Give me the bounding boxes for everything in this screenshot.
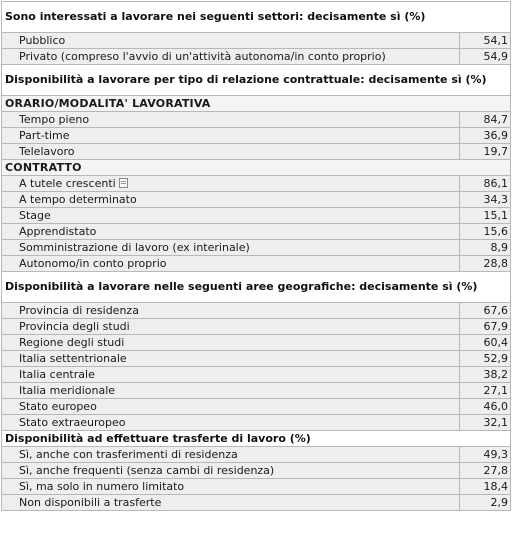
row-label: Apprendistato: [2, 224, 460, 240]
row-label: Provincia di residenza: [2, 303, 460, 319]
row-label: Stage: [2, 208, 460, 224]
note-icon[interactable]: [119, 178, 128, 188]
table-row: [2, 33, 511, 49]
row-label: Italia settentrionale: [2, 351, 460, 367]
row-value: 2,9: [460, 495, 511, 511]
section-header: [2, 272, 511, 303]
row-label: Provincia degli studi: [2, 319, 460, 335]
table-row: [2, 224, 511, 240]
table-row: [2, 256, 511, 272]
row-value: 27,8: [460, 463, 511, 479]
table-row: [2, 447, 511, 463]
table-row: [2, 415, 511, 431]
table-row: [2, 192, 511, 208]
row-value: 15,1: [460, 208, 511, 224]
row-value: 8,9: [460, 240, 511, 256]
survey-table: [1, 1, 511, 511]
table-row: [2, 240, 511, 256]
row-value: 46,0: [460, 399, 511, 415]
row-label: Autonomo/in conto proprio: [2, 256, 460, 272]
row-value: 67,6: [460, 303, 511, 319]
table-row: [2, 399, 511, 415]
row-value: 19,7: [460, 144, 511, 160]
section-header: [2, 431, 511, 447]
table-row: [2, 303, 511, 319]
row-label: Privato (compreso l'avvio di un'attività autonoma/in conto proprio): [2, 49, 460, 65]
table-row: [2, 176, 511, 192]
row-value: 60,4: [460, 335, 511, 351]
table-row: [2, 335, 511, 351]
section-title: Sono interessati a lavorare nei seguenti settori: decisamente sì (%): [2, 2, 511, 33]
row-label: Somministrazione di lavoro (ex interinale): [2, 240, 460, 256]
table-row: [2, 479, 511, 495]
row-label: Stato europeo: [2, 399, 460, 415]
row-value: 84,7: [460, 112, 511, 128]
row-label: Sì, ma solo in numero limitato: [2, 479, 460, 495]
table-row: [2, 49, 511, 65]
section-title: Disponibilità a lavorare nelle seguenti aree geografiche: decisamente sì (%): [2, 272, 511, 303]
section-title: Disponibilità ad effettuare trasferte di lavoro (%): [2, 431, 511, 447]
row-value: 86,1: [460, 176, 511, 192]
row-label: Stato extraeuropeo: [2, 415, 460, 431]
row-label: Non disponibili a trasferte: [2, 495, 460, 511]
row-value: 49,3: [460, 447, 511, 463]
row-label: A tempo determinato: [2, 192, 460, 208]
table-row: [2, 495, 511, 511]
section-title: Disponibilità a lavorare per tipo di relazione contrattuale: decisamente sì (%): [2, 65, 511, 96]
row-label: Tempo pieno: [2, 112, 460, 128]
row-label: Italia centrale: [2, 367, 460, 383]
table-row: [2, 144, 511, 160]
row-value: 15,6: [460, 224, 511, 240]
row-value: 34,3: [460, 192, 511, 208]
table-row: [2, 383, 511, 399]
row-label-cell: [2, 176, 460, 192]
subsection-header: [2, 96, 511, 112]
section-header: [2, 2, 511, 33]
row-label: Part-time: [2, 128, 460, 144]
table-row: [2, 208, 511, 224]
row-label: Sì, anche frequenti (senza cambi di residenza): [2, 463, 460, 479]
row-value: 38,2: [460, 367, 511, 383]
row-value: 18,4: [460, 479, 511, 495]
row-value: 36,9: [460, 128, 511, 144]
subsection-header: [2, 160, 511, 176]
table-row: [2, 319, 511, 335]
table-row: [2, 128, 511, 144]
row-label: A tutele crescenti: [19, 177, 116, 190]
row-label: Sì, anche con trasferimenti di residenza: [2, 447, 460, 463]
row-label: Italia meridionale: [2, 383, 460, 399]
row-value: 27,1: [460, 383, 511, 399]
row-value: 67,9: [460, 319, 511, 335]
row-value: 28,8: [460, 256, 511, 272]
row-label: Regione degli studi: [2, 335, 460, 351]
row-value: 54,9: [460, 49, 511, 65]
section-header: [2, 65, 511, 96]
table-row: [2, 463, 511, 479]
table-row: [2, 112, 511, 128]
subsection-title: CONTRATTO: [2, 160, 511, 176]
row-value: 54,1: [460, 33, 511, 49]
row-label: Telelavoro: [2, 144, 460, 160]
table-row: [2, 351, 511, 367]
row-value: 52,9: [460, 351, 511, 367]
table-row: [2, 367, 511, 383]
subsection-title: ORARIO/MODALITA' LAVORATIVA: [2, 96, 511, 112]
row-value: 32,1: [460, 415, 511, 431]
row-label: Pubblico: [2, 33, 460, 49]
